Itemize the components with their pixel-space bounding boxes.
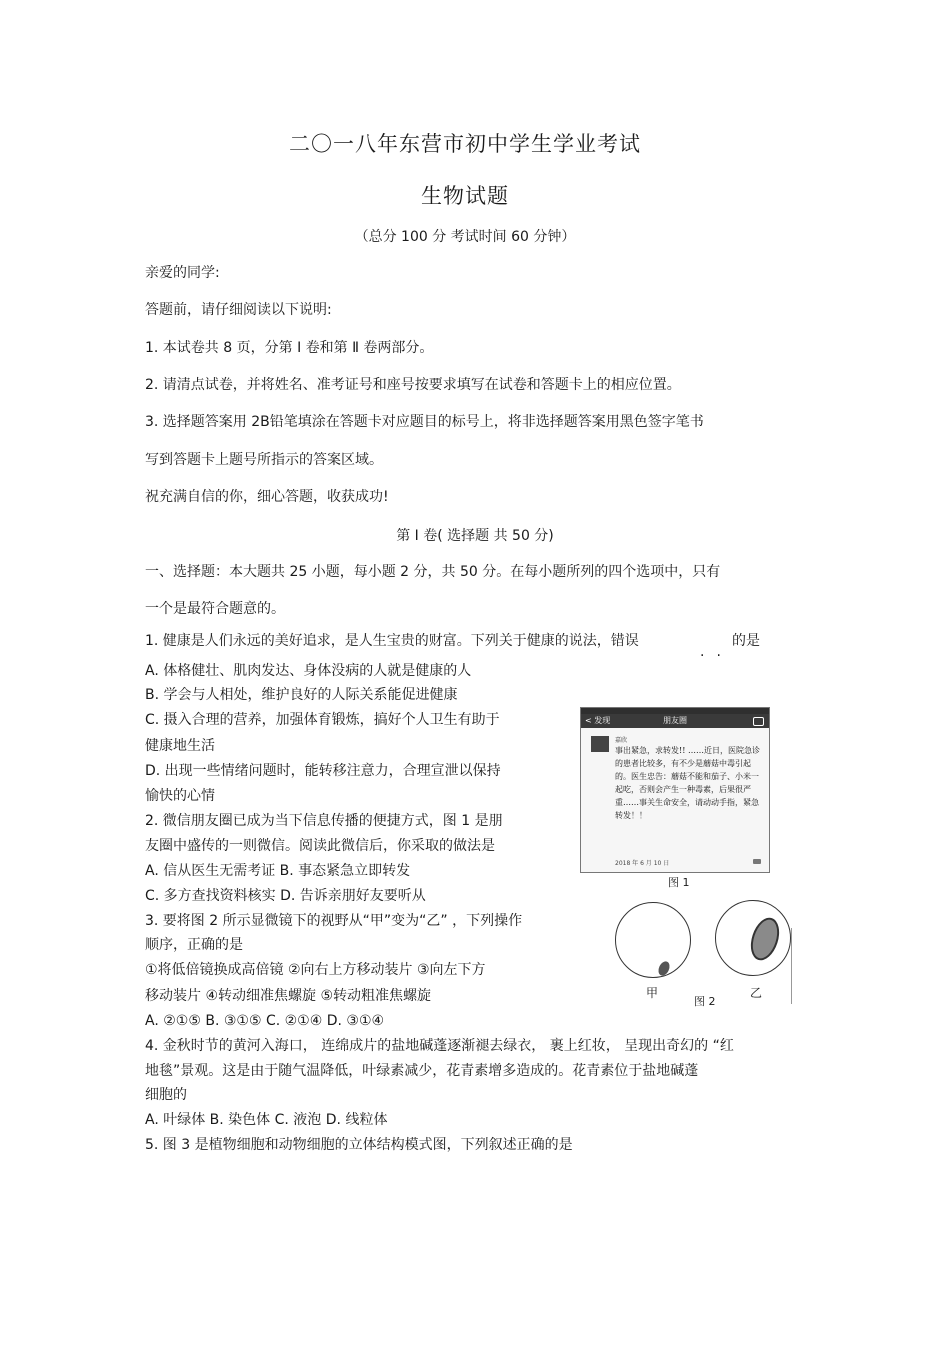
q1-stem-end: 的是 xyxy=(732,633,760,649)
q2-line-2: 友圈中盛传的一则微信。阅读此微信后，你采取的做法是 xyxy=(145,838,495,854)
q1-option-a: A. 体格健壮、肌肉发达、身体没病的人就是健康的人 xyxy=(145,663,472,679)
field-of-view-yi xyxy=(715,900,791,976)
q3-steps-2: 移动装片 ④转动细准焦螺旋 ⑤转动粗准焦螺旋 xyxy=(145,988,432,1004)
greeting: 亲爱的同学: xyxy=(145,265,220,281)
label-yi: 乙 xyxy=(750,986,763,1000)
q1-emphasis-dots: .. xyxy=(700,644,733,660)
q2-options-ab: A. 信从医生无需考证 B. 事态紧急立即转发 xyxy=(145,863,411,879)
q3-line-1: 3. 要将图 2 所示显微镜下的视野从“甲”变为“乙” ，下列操作 xyxy=(145,913,523,929)
section-desc-1: 一、选择题：本大题共 25 小题，每小题 2 分，共 50 分。在每小题所列的四个选项中，只有 xyxy=(145,564,721,580)
section-title: 第 Ⅰ 卷( 选择题 共 50 分) xyxy=(396,528,554,544)
q2-line-1: 2. 微信朋友圈已成为当下信息传播的便捷方式，图 1 是朋 xyxy=(145,813,503,829)
intro: 答题前，请仔细阅读以下说明: xyxy=(145,302,332,318)
more-icon xyxy=(753,859,761,864)
nav-title: 朋友圈 xyxy=(663,716,687,725)
figure-1-caption: 图 1 xyxy=(668,876,690,889)
q2-options-cd: C. 多方查找资料核实 D. 告诉亲朋好友要听从 xyxy=(145,888,426,904)
section-desc-2: 一个是最符合题意的。 xyxy=(145,601,285,617)
instruction-3-cont: 写到答题卡上题号所指示的答案区域。 xyxy=(145,452,383,468)
q3-line-2: 顺序，正确的是 xyxy=(145,937,243,953)
nav-back-label: < 发现 xyxy=(585,716,611,725)
specimen-large xyxy=(746,914,784,964)
specimen-small xyxy=(656,960,671,978)
wish: 祝充满自信的你，细心答题，收获成功! xyxy=(145,489,389,505)
avatar xyxy=(591,736,609,752)
label-jia: 甲 xyxy=(646,986,659,1000)
q1-option-b: B. 学会与人相处，维护良好的人际关系能促进健康 xyxy=(145,687,458,703)
wechat-nav-bar xyxy=(581,714,769,728)
q4-options: A. 叶绿体 B. 染色体 C. 液泡 D. 线粒体 xyxy=(145,1112,388,1128)
q1-option-d: D. 出现一些情绪问题时，能转移注意力，合理宣泄以保持 xyxy=(145,763,501,779)
q3-options: A. ②①⑤ B. ③①⑤ C. ②①④ D. ③①④ xyxy=(145,1013,385,1029)
figure-border-line xyxy=(791,928,792,1004)
figure-2-caption: 图 2 xyxy=(694,995,716,1008)
post-text: 事出紧急，求转发!! ……近日，医院急诊的患者比较多，有不少是蘑菇中毒引起的。医生忠告：蘑菇不能和茄子、小米一起吃，否则会产生一种毒素，后果很严重……事关生命安全，请动动手指，紧急转发！！ xyxy=(615,746,760,820)
q5-stem: 5. 图 3 是植物细胞和动物细胞的立体结构模式图，下列叙述正确的是 xyxy=(145,1137,573,1153)
exam-info: （总分 100 分 考试时间 60 分钟） xyxy=(354,229,576,245)
exam-title: 二〇一八年东营市初中学生学业考试 xyxy=(289,132,641,156)
field-of-view-jia xyxy=(615,902,691,978)
q4-line-1: 4. 金秋时节的黄河入海口， 连绵成片的盐地碱蓬逐渐褪去绿衣， 裹上红妆， 呈现出奇幻的 “红 xyxy=(145,1038,734,1054)
q4-line-3: 细胞的 xyxy=(145,1087,187,1103)
post-nickname: 嘉欣 xyxy=(615,737,628,744)
instruction-1: 1. 本试卷共 8 页，分第 Ⅰ 卷和第 Ⅱ 卷两部分。 xyxy=(145,340,434,356)
figure-1-wechat-screenshot xyxy=(580,707,770,873)
figure-2-microscope-views xyxy=(602,896,794,1008)
q3-steps-1: ①将低倍镜换成高倍镜 ②向右上方移动装片 ③向左下方 xyxy=(145,962,486,978)
camera-icon xyxy=(753,717,764,726)
q1-option-c-cont: 健康地生活 xyxy=(145,738,215,754)
q4-line-2: 地毯”景观。这是由于随气温降低，叶绿素减少，花青素增多造成的。花青素位于盐地碱蓬 xyxy=(145,1063,699,1079)
q1-option-d-cont: 愉快的心情 xyxy=(145,788,215,804)
q1-option-c: C. 摄入合理的营养，加强体育锻炼，搞好个人卫生有助于 xyxy=(145,712,500,728)
instruction-3: 3. 选择题答案用 2B铅笔填涂在答题卡对应题目的标号上，将非选择题答案用黑色签字笔书 xyxy=(145,414,704,430)
subject-title: 生物试题 xyxy=(421,184,509,208)
q1-stem: 1. 健康是人们永远的美好追求，是人生宝贵的财富。下列关于健康的说法，错误 xyxy=(145,633,639,649)
post-date: 2018 年 6 月 10 日 xyxy=(615,860,670,867)
instruction-2: 2. 请清点试卷，并将姓名、准考证号和座号按要求填写在试卷和答题卡上的相应位置。 xyxy=(145,377,681,393)
